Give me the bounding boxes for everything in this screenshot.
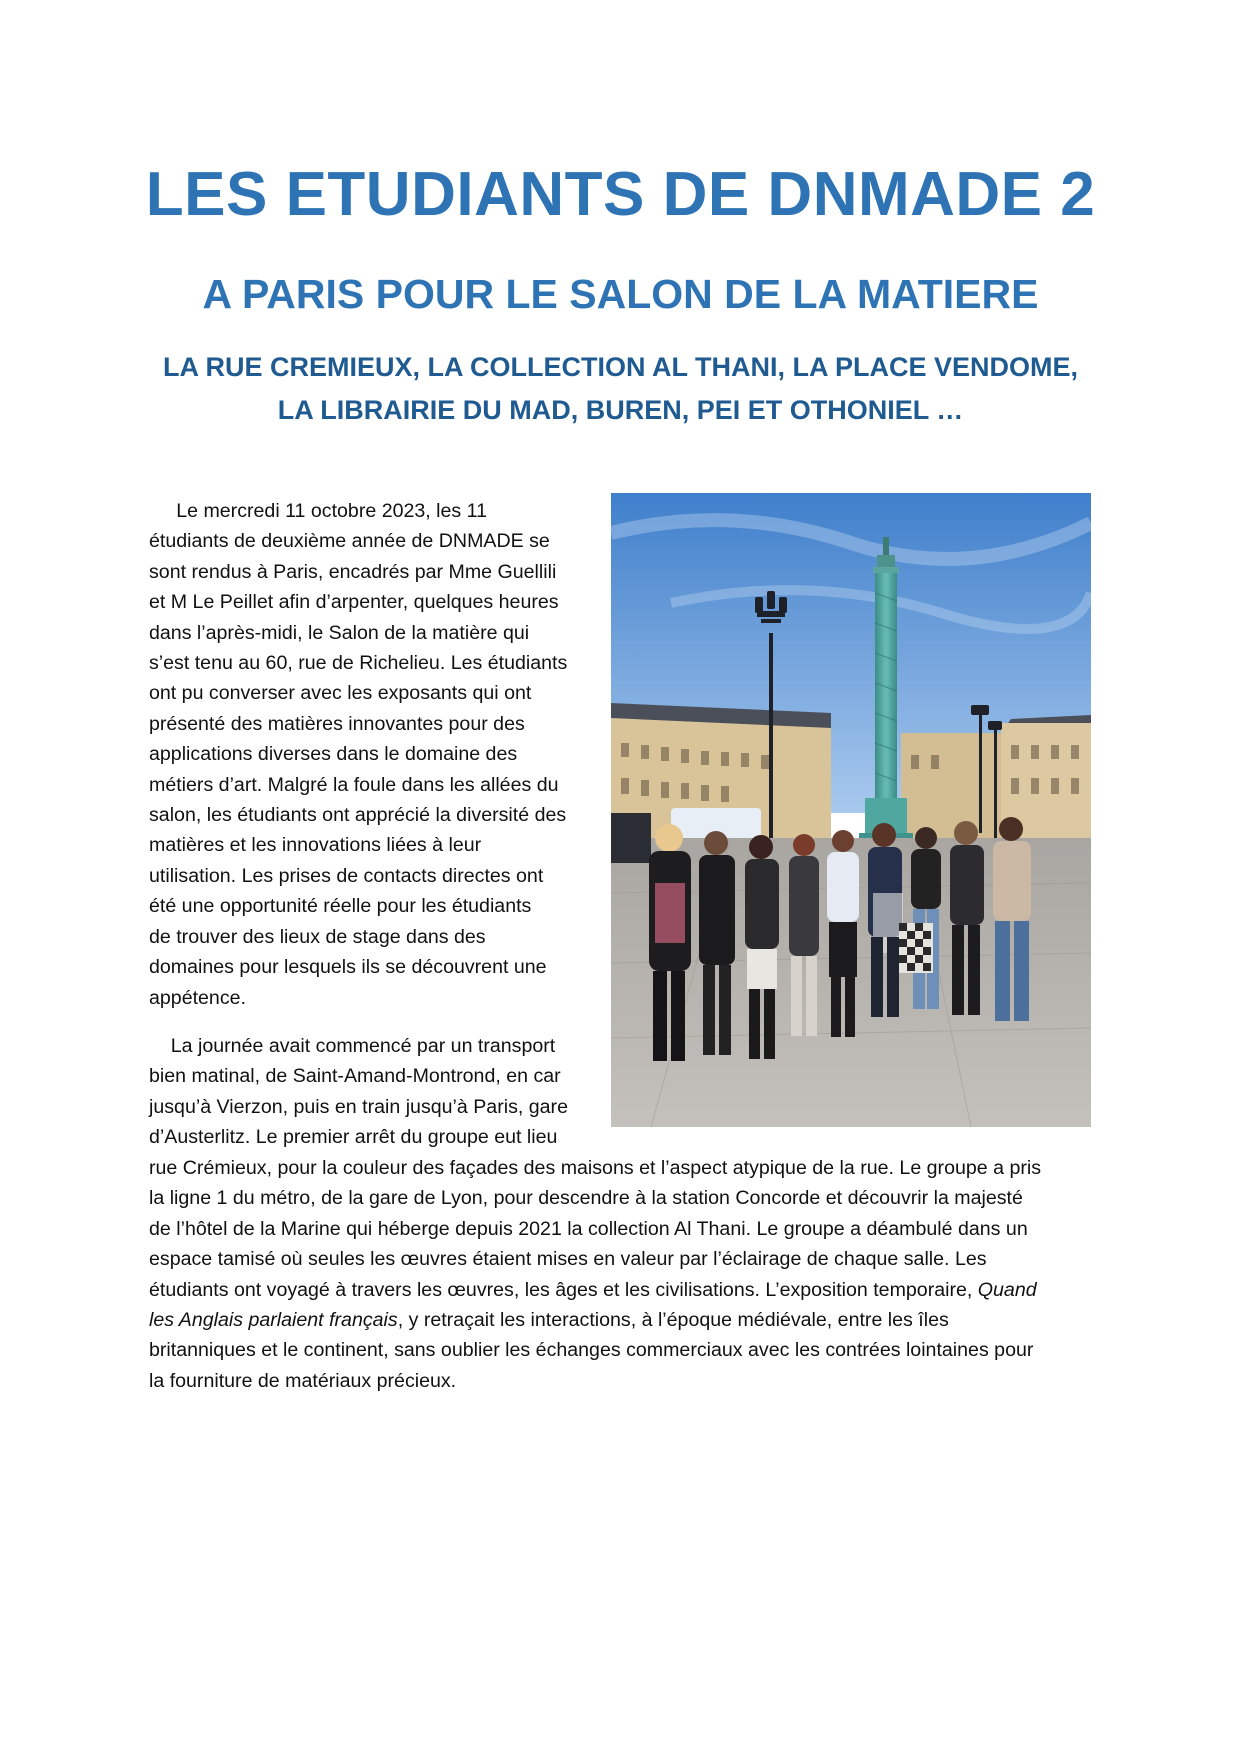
paragraph-journee-continued (149, 1153, 1099, 1396)
text-line: matières et les innovations liées à leur (149, 834, 482, 857)
group-photo-place-vendome-icon (611, 493, 1091, 1127)
text-line: domaines pour lesquels ils se découvrent une (149, 956, 547, 979)
page-title: LES ETUDIANTS DE DNMADE 2 (145, 160, 1096, 229)
group-photo-place-vendome (611, 493, 1091, 1127)
italic-title-end: les Anglais parlaient français (149, 1309, 398, 1332)
text-line: ont pu converser avec les exposants qui ont (149, 682, 532, 705)
text-line: Le mercredi 11 octobre 2023, les 11 (149, 500, 488, 522)
text-line (149, 1275, 1099, 1305)
paragraph-journee (149, 1031, 603, 1153)
text-line: d’Austerlitz. Le premier arrêt du groupe eut lieu (149, 1126, 558, 1149)
text-line: la fourniture de matériaux précieux. (149, 1369, 457, 1392)
text-line: salon, les étudiants ont apprécié la diversité des (149, 804, 567, 827)
page-subtitle: A PARIS POUR LE SALON DE LA MATIERE (202, 271, 1039, 317)
paragraph-salon-matiere (149, 496, 603, 1013)
italic-title-start: Quand (977, 1278, 1037, 1301)
text-line (149, 1305, 1099, 1335)
text-line: appétence. (149, 986, 246, 1009)
text-line: rue Crémieux, pour la couleur des façades des maisons et l’aspect atypique de la rue. Le groupe a pris (149, 1157, 1042, 1179)
text-line: applications diverses dans le domaine des (149, 743, 518, 766)
text-line: La journée avait commencé par un transport (149, 1035, 556, 1057)
page-tagline (0, 346, 1241, 432)
text-line: bien matinal, de Saint-Amand-Montrond, en car (149, 1065, 561, 1088)
text-segment: étudiants ont voyagé à travers les œuvres, les âges et les civilisations. L’exposition temporaire, (149, 1278, 973, 1301)
text-line: étudiants de deuxième année de DNMADE se (149, 530, 550, 553)
text-line: la ligne 1 du métro, de la gare de Lyon, pour descendre à la station Concorde et découvrir la majesté (149, 1187, 1023, 1210)
text-line: sont rendus à Paris, encadrés par Mme Guellili (149, 560, 557, 583)
text-line: été une opportunité réelle pour les étudiants (149, 895, 532, 918)
text-line: de trouver des lieux de stage dans des (149, 925, 486, 948)
text-segment: , y retraçait les interactions, à l’époque médiévale, entre les îles (397, 1309, 949, 1332)
text-line: et M Le Peillet afin d’arpenter, quelques heures (149, 591, 559, 614)
text-line: jusqu’à Vierzon, puis en train jusqu’à Paris, gare (149, 1095, 568, 1118)
text-line: dans l’après-midi, le Salon de la matière qui (149, 621, 530, 644)
text-line: métiers d’art. Malgré la foule dans les allées du (149, 773, 559, 796)
tagline-line-2: LA LIBRAIRIE DU MAD, BUREN, PEI ET OTHONIEL … (277, 395, 964, 425)
text-line: présenté des matières innovantes pour des (149, 712, 525, 735)
text-line: s’est tenu au 60, rue de Richelieu. Les étudiants (149, 652, 568, 675)
text-line: de l’hôtel de la Marine qui héberge depuis 2021 la collection Al Thani. Le groupe a déambulé dans un (149, 1217, 1028, 1240)
text-line: espace tamisé où seules les œuvres étaient mises en valeur par l’éclairage de chaque salle. Les (149, 1248, 987, 1271)
text-line: britanniques et le continent, sans oublier les échanges commerciaux avec les contrées lointaines pour (149, 1339, 1034, 1362)
text-line: utilisation. Les prises de contacts directes ont (149, 864, 544, 887)
tagline-line-1: LA RUE CREMIEUX, LA COLLECTION AL THANI, LA PLACE VENDOME, (162, 352, 1078, 382)
